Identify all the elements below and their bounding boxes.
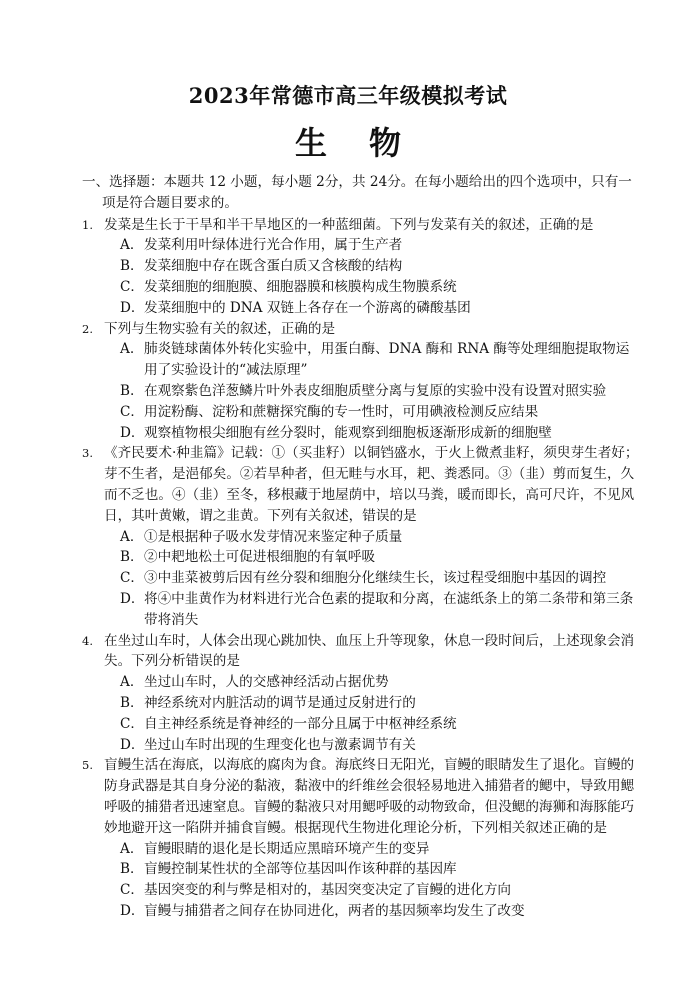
option-a (104, 672, 642, 693)
question-number: 1. (82, 217, 93, 232)
option-text: ②中耙地松土可促进根细胞的有氧呼吸 (144, 549, 376, 566)
option-letter: C． (120, 278, 144, 295)
option-letter: B． (120, 549, 144, 566)
question-number: 2. (82, 321, 93, 336)
option-d (104, 735, 642, 756)
option-letter: B． (120, 258, 144, 275)
question-number: 5. (82, 758, 93, 773)
option-letter: A． (120, 674, 144, 691)
option-letter: A． (120, 840, 144, 857)
question-stem: 盲鳗生活在海底，以海底的腐肉为食。海底终日无阳光，盲鳗的眼睛发生了退化。盲鳗的防身武器是其自身分泌的黏液，黏液中的纤维丝会很轻易地进入捕猎者的鳃中，导致用鳃呼吸的捕猎者迅速窒息。盲鳗的黏液只对用鳃呼吸的动物致命，但没鳃的海狮和海豚能巧妙地避开这一陷阱并捕食盲鳗。根据现代生物进化理论分析，下列相关叙述正确的是 (104, 757, 635, 836)
option-d (104, 298, 642, 319)
option-c (104, 714, 642, 735)
option-letter: C． (120, 570, 144, 587)
option-text: 盲鳗与捕猎者之间存在协同进化，两者的基因频率均发生了改变 (144, 902, 525, 919)
option-a (104, 235, 642, 256)
question-3 (82, 443, 642, 630)
question-2 (82, 319, 642, 444)
option-text: 肺炎链球菌体外转化实验中，用蛋白酶、DNA 酶和 RNA 酶等处理细胞提取物运用了实验设计的“减法原理” (144, 341, 630, 379)
option-text: 基因突变的利与弊是相对的，基因突变决定了盲鳗的进化方向 (144, 882, 512, 899)
option-b (104, 381, 642, 402)
option-letter: A． (120, 237, 144, 254)
option-letter: A． (120, 528, 144, 545)
option-a (104, 839, 642, 860)
option-letter: B． (120, 861, 144, 878)
option-text: 自主神经系统是脊神经的一部分且属于中枢神经系统 (144, 715, 457, 732)
option-d (104, 589, 642, 631)
option-c (104, 402, 642, 423)
question-stem: 发菜是生长于干旱和半干旱地区的一种蓝细菌。下列与发菜有关的叙述，正确的是 (104, 216, 594, 233)
option-letter: D． (120, 590, 145, 607)
option-d (104, 423, 642, 444)
option-text: 盲鳗控制某性状的全部等位基因叫作该种群的基因库 (144, 861, 457, 878)
option-letter: D． (120, 736, 145, 753)
option-text: 发菜细胞中的 DNA 双链上各存在一个游离的磷酸基团 (144, 299, 471, 316)
option-text: 坐过山车时，人的交感神经活动占据优势 (144, 674, 389, 691)
option-letter: C． (120, 715, 144, 732)
section-heading: 一、选择题：本题共 12 小题，每小题 2分，共 24分。在每小题给出的四个选项中，只有一项是符合题目要求的。 (82, 174, 632, 211)
option-letter: A. (120, 341, 135, 358)
option-c (104, 568, 642, 589)
option-text: 盲鳗眼睛的退化是长期适应黑暗环境产生的变异 (144, 840, 430, 857)
question-4 (82, 631, 642, 756)
option-letter: C． (120, 882, 144, 899)
option-text: 神经系统对内脏活动的调节是通过反射进行的 (144, 694, 416, 711)
option-text: 将④中韭黄作为材料进行光合色素的提取和分离，在滤纸条上的第二条带和第三条带将消失 (144, 590, 634, 628)
question-stem: 《齐民要术·种韭篇》记载：①（买韭籽）以铜铛盛水，于火上微煮韭籽，须臾芽生者好；芽不生者，是浥郁矣。②若旱种者，但无畦与水耳，耙、粪悉同。③（韭）剪而复生，久而不乏也。④（韭）至冬，移根藏于地屋荫中，培以马粪，暖而即长，高可尺许，不见风日，其叶黄嫩，谓之韭黄。下列有关叙述，错误的是 (104, 445, 639, 524)
option-letter: B． (120, 694, 144, 711)
option-b (104, 547, 642, 568)
option-b (104, 256, 642, 277)
option-d (104, 901, 642, 922)
option-a (104, 527, 642, 548)
option-text: 用淀粉酶、淀粉和蔗糖探究酶的专一性时，可用碘液检测反应结果 (144, 403, 539, 420)
option-text: 发菜细胞的细胞膜、细胞器膜和核膜构成生物膜系统 (144, 278, 457, 295)
question-number: 3. (82, 446, 93, 461)
exam-title: 2023年常德市高三年级模拟考试 (188, 83, 508, 108)
option-text: 发菜细胞中存在既含蛋白质又含核酸的结构 (144, 258, 403, 275)
question-stem: 下列与生物实验有关的叙述，正确的是 (104, 320, 336, 337)
option-a (104, 339, 642, 381)
option-b (104, 859, 642, 880)
option-text: 观察植物根尖细胞有丝分裂时，能观察到细胞板逐渐形成新的细胞壁 (144, 424, 552, 441)
option-text: 发菜利用叶绿体进行光合作用，属于生产者 (144, 237, 403, 254)
question-1 (82, 215, 642, 319)
option-c (104, 880, 642, 901)
question-list (82, 215, 642, 922)
subject-title: 生物 (294, 124, 443, 162)
question-stem: 在坐过山车时，人体会出现心跳加快、血压上升等现象，休息一段时间后，上述现象会消失。下列分析错误的是 (104, 632, 635, 670)
question-number: 4. (82, 633, 93, 648)
option-text: ①是根据种子吸水发芽情况来鉴定种子质量 (144, 528, 403, 545)
option-text: ③中韭菜被剪后因有丝分裂和细胞分化继续生长，该过程受细胞中基因的调控 (144, 570, 607, 587)
option-text: 在观察紫色洋葱鳞片叶外表皮细胞质壁分离与复原的实验中没有设置对照实验 (144, 382, 607, 399)
option-letter: B. (120, 382, 135, 399)
exam-content (82, 172, 642, 922)
option-letter: D． (120, 424, 145, 441)
option-text: 坐过山车时出现的生理变化也与激素调节有关 (144, 736, 416, 753)
question-5 (82, 755, 642, 921)
option-b (104, 693, 642, 714)
option-letter: D． (120, 299, 145, 316)
option-letter: C． (120, 403, 144, 420)
option-c (104, 277, 642, 298)
option-letter: D． (120, 902, 145, 919)
